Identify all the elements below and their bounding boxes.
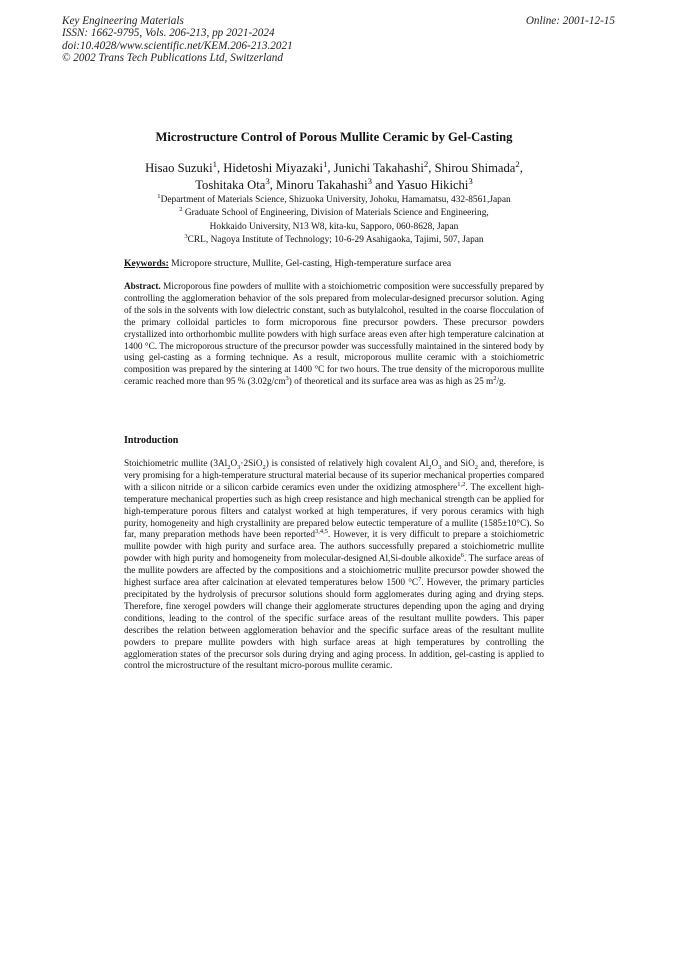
affiliation-list bbox=[124, 194, 544, 248]
doi-line: doi:10.4028/www.scientific.net/KEM.206-213.2021 bbox=[62, 39, 293, 52]
author: Yasuo Hikichi$^3$ bbox=[396, 175, 473, 192]
introduction-heading: Introduction bbox=[124, 435, 179, 446]
author: Hisao Suzuki$^1$, bbox=[145, 158, 224, 175]
keywords bbox=[124, 258, 544, 269]
journal-name: Key Engineering Materials bbox=[62, 15, 184, 27]
affiliation: Hokkaido University, N13 W8, kita-ku, Sapporo, 060-8628, Japan bbox=[209, 221, 459, 232]
copyright-line: © 2002 Trans Tech Publications Ltd, Switzerland bbox=[62, 51, 283, 64]
author: Toshitaka Ota$^3$, bbox=[195, 175, 277, 192]
author-list bbox=[124, 160, 544, 194]
author: Hidetoshi Miyazaki$^1$, bbox=[223, 158, 334, 175]
online-date: Online: 2001-12-15 bbox=[525, 15, 615, 27]
journal-header bbox=[62, 15, 293, 64]
affiliation: $^1$Department of Materials Science, Shizuoka University, Johoku, Hamamatsu, 432-8561,Japan bbox=[157, 192, 511, 205]
abstract: Abstract. Microporous fine powders of mullite with a stoichiometric composition were successfully prepared by controlling the agglomeration behavior of the sols prepared from molecular-designed precursor solution. Aging of the sols in the solvents with low dielectric constant, such as butylalcohol, resulted in the coarse flocculation of the primary colloidal particles to form microporous fine precursor powders. These precursor powders crystallized into orthorhombic mullite powders with high surface areas even after high temperature calcination at 1400 °C. The microporous structure of the precursor powder was successfully maintained in the sintered body by using gel-casting as a forming technique. As a result, microporous mullite ceramic with a stoichiometric composition was prepared by the sintering at 1400 °C for two hours. The true density of the microporous mullite ceramic reached more than 95 % $(3.02g/cm^3)$ of theoretical and its surface area was as high as 25 $m^2/g$. bbox=[124, 282, 544, 388]
keywords-label: Keywords: bbox=[124, 258, 169, 269]
author: Minoru Takahashi$^3$ and bbox=[276, 175, 397, 192]
issn-line: ISSN: 1662-9795, Vols. 206-213, pp 2021-2024 bbox=[62, 27, 275, 40]
introduction-body: Stoichiometric mullite $(3Al_2O_3\cdot 2SiO_2)$ is consisted of relatively high covalent $Al_2O_3$ and SiO$_2$ and, therefore, is very promising for a high-temperature structural material because of its superior mechanical properties compared with a silicon nitride or a silicon carbide ceramics even under the oxidizing atmosphere$^{1,2}$. The excellent high-temperature mechanical properties such as high creep resistance and high mechanical strength can be applied for high-temperature porous filters and catalyst worked at high temperatures, if very porous ceramics with high purity, homogeneity and high crystallinity are prepared below eutectic temperature of a mullite (1585±10°C). So far, many preparation methods have been reported$^{3,4,5}$. However, it is very difficult to prepare a stoichiometric mullite powder with high purity and surface area. The authors successfully prepared a stoichiometric mullite powder with high purity and homogeneity from molecular-designed Al,Si-double alkoxide$^6$. The surface areas of the mullite powders are affected by the compositions and a stoichiometric mullite precursor powder showed the highest surface area after calcination at elevated temperatures below 1500 $^\circ C^7$. However, the primary particles precipitated by the hydrolysis of precursor solutions should form agglomerates during aging and drying steps. Therefore, fine xerogel powders will change their agglomerate structures depending upon the aging and drying conditions, leading to the control of the specific surface areas of the resultant mullite powders. This paper describes the relation between agglomeration behavior and the specific surface areas of the resultant mullite powders to prepare mullite powders with high surface areas at high temperatures by controlling the agglomeration states of the precursor sols during drying and aging process. In addition, gel-casting is applied to control the microstructure of the resultant micro-porous mullite ceramic. bbox=[124, 459, 544, 672]
affiliation: $^3$CRL, Nagoya Institute of Technology; 10-6-29 Asahigaoka, Tajimi, 507, Japan bbox=[184, 233, 484, 246]
paper-title: Microstructure Control of Porous Mullite Ceramic by Gel-Casting bbox=[155, 130, 513, 144]
author: Junichi Takahashi$^2$, bbox=[333, 158, 435, 175]
affiliation: $^2$ Graduate School of Engineering, Division of Materials Science and Engineering, bbox=[179, 206, 489, 219]
abstract-label: Abstract. bbox=[124, 282, 161, 292]
keywords-text: Micropore structure, Mullite, Gel-casting, High-temperature surface area bbox=[168, 258, 452, 269]
author: Shirou Shimada$^2$, bbox=[434, 158, 523, 175]
